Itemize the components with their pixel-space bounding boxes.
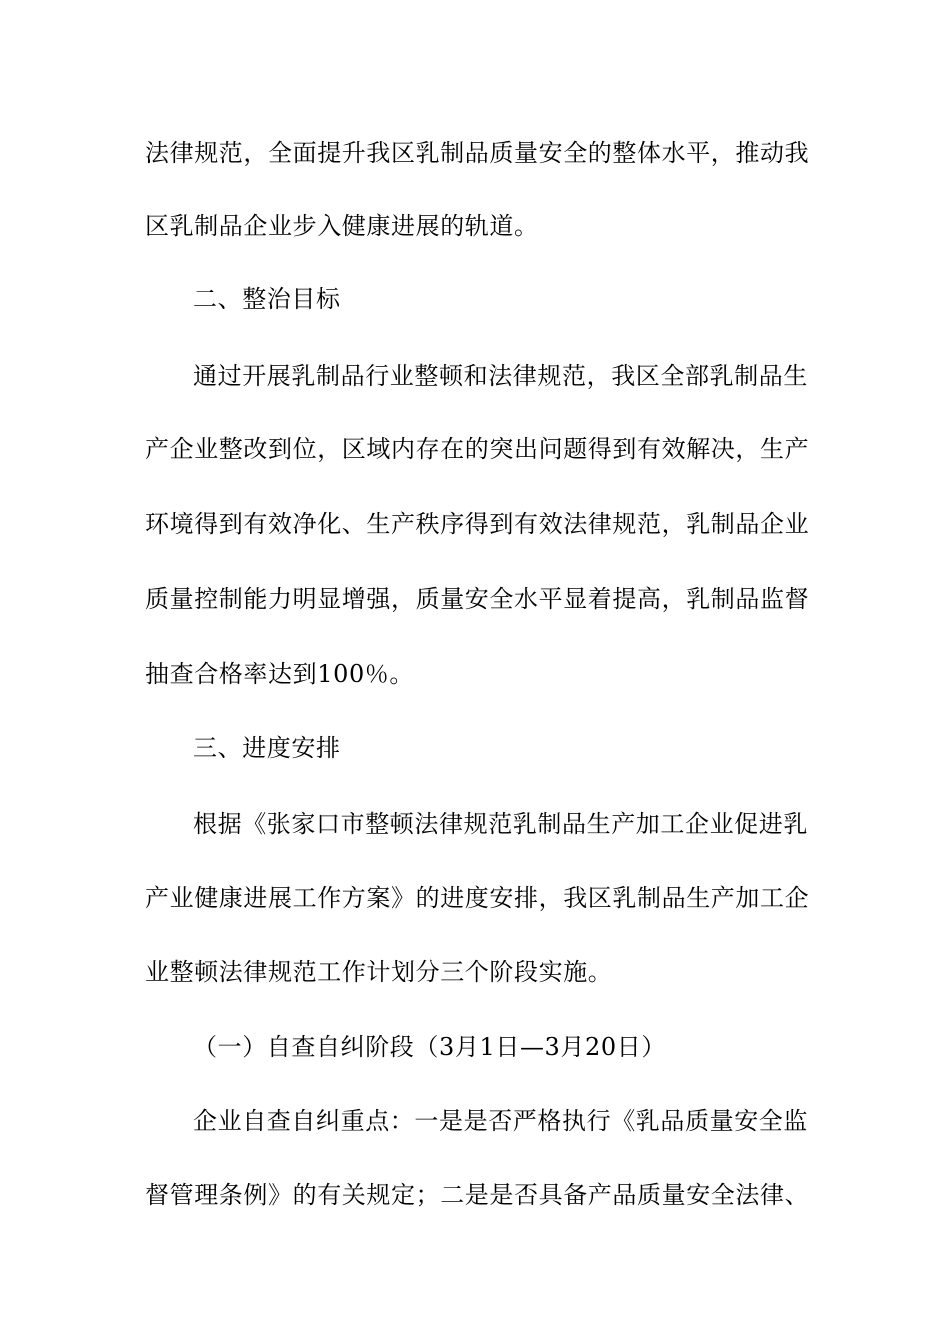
text-line-11: 产业健康进展工作方案》的进度安排，我区乳制品生产加工企 (145, 884, 810, 912)
text-line-7: 质量控制能力明显增强，质量安全水平显着提高，乳制品监督 (145, 585, 810, 613)
subsection-heading-1: （一）自查自纠阶段（3月1日—3月20日） (193, 1033, 666, 1061)
text-line-8: 抽查合格率达到100％。 (145, 660, 415, 688)
text-line-5: 产企业整改到位，区域内存在的突出问题得到有效解决，生产 (145, 435, 810, 463)
paragraph-start-line: 通过开展乳制品行业整顿和法律规范，我区全部乳制品生 (193, 362, 808, 390)
section-heading-2: 二、整治目标 (193, 285, 341, 313)
section-heading-3: 三、进度安排 (193, 734, 341, 762)
paragraph-start-line: 根据《张家口市整顿法律规范乳制品生产加工企业促进乳 (193, 810, 808, 838)
text-line-12: 业整顿法律规范工作计划分三个阶段实施。 (145, 958, 613, 986)
text-line-6: 环境得到有效净化、生产秩序得到有效法律规范，乳制品企业 (145, 510, 810, 538)
text-line-15: 督管理条例》的有关规定；二是是否具备产品质量安全法律、 (145, 1181, 810, 1209)
paragraph-start-line: 企业自查自纠重点：一是是否严格执行《乳品质量安全监 (193, 1107, 808, 1135)
text-line-2: 区乳制品企业步入健康进展的轨道。 (145, 212, 539, 240)
text-line-1: 法律规范，全面提升我区乳制品质量安全的整体水平，推动我 (145, 139, 810, 167)
